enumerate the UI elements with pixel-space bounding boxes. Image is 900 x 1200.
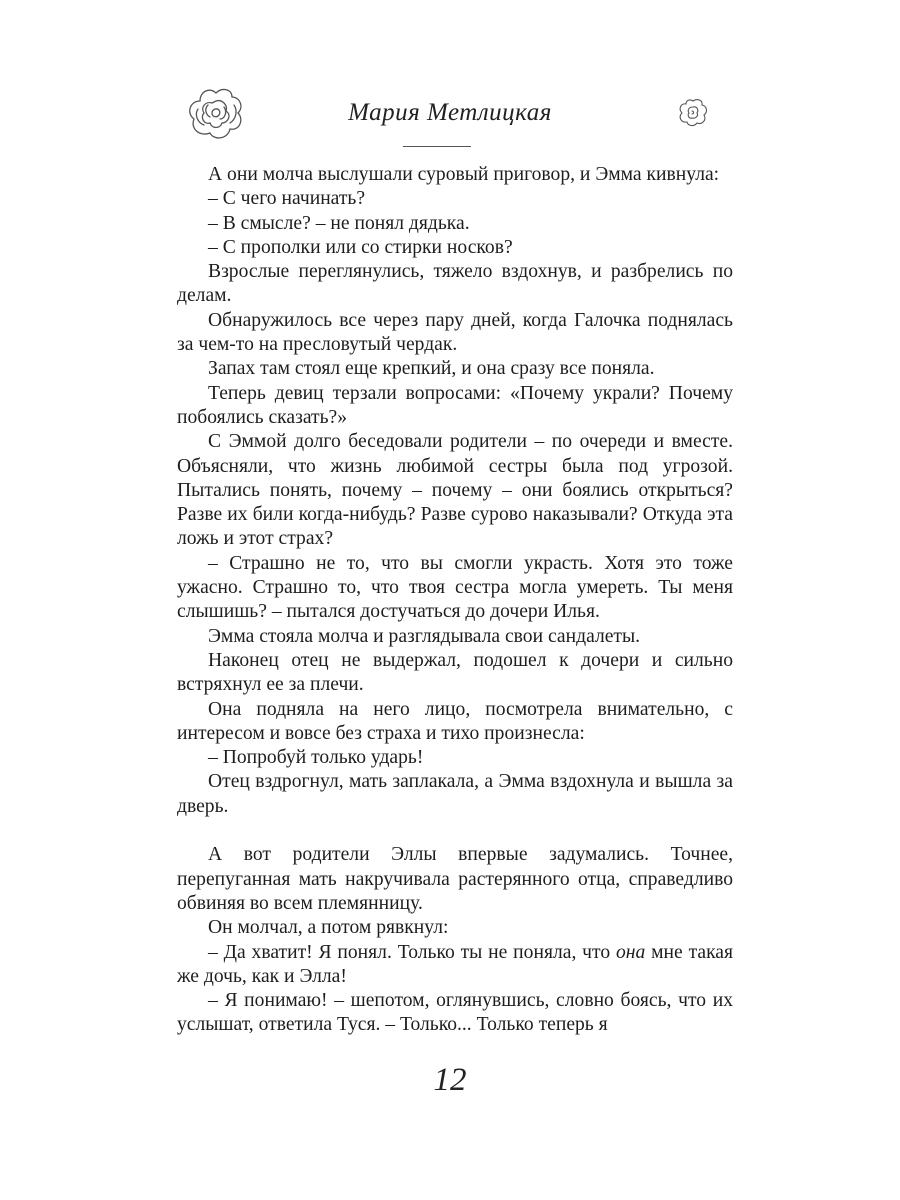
paragraph: А они молча выслушали суровый приговор, и Эмма кивнула: bbox=[208, 164, 720, 185]
dialogue-line: – В смысле? – не понял дядька. bbox=[208, 212, 470, 234]
dialogue-line bbox=[177, 941, 733, 990]
dialogue-line: – Попробуй только ударь! bbox=[208, 747, 424, 769]
dialogue-text: мне такая же дочь, как и Элла! bbox=[177, 941, 734, 987]
paragraph: Теперь девиц терзали вопросами: «Почему украли? Почему побоялись сказать?» bbox=[177, 382, 733, 428]
paragraph: Обнаружилось все через пару дней, когда Галочка поднялась за чем-то на пресловутый чердак. bbox=[177, 309, 733, 356]
emphasized-word: она bbox=[615, 941, 646, 963]
paragraph: Эмма стояла молча и разглядывала свои сандалеты. bbox=[208, 625, 641, 647]
paragraph: С Эммой долго беседовали родители – по очереди и вместе. Объясняли, что жизнь любимой сестры была под угрозой. Пытались понять, почему – почему – они боялись открыться? Разве их били когда-нибудь? Разве сурово наказывали? Откуда эта ложь и этот страх? bbox=[177, 431, 733, 550]
dialogue-line: – Я понимаю! – шепотом, оглянувшись, словно боясь, что их услышат, ответила Туся. – Только... Только теперь я bbox=[177, 990, 733, 1036]
paragraph: А вот родители Эллы впервые задумались. Точнее, перепуганная мать накручивала растерянного отца, справедливо обвиняя во всем племянницу. bbox=[177, 844, 733, 914]
small-rose-ornament-icon bbox=[676, 97, 710, 129]
paragraph: Он молчал, а потом рявкнул: bbox=[208, 917, 449, 939]
page-number: 12 bbox=[433, 1062, 467, 1098]
author-name: Мария Метлицкая bbox=[348, 99, 552, 126]
paragraph: Отец вздрогнул, мать заплакала, а Эмма вздохнула и вышла за дверь. bbox=[177, 771, 733, 817]
dialogue-line: – С прополки или со стирки носков? bbox=[208, 236, 513, 258]
running-header bbox=[0, 85, 900, 165]
paragraph: Взрослые переглянулись, тяжело вздохнув, и разбрелись по делам. bbox=[177, 261, 733, 307]
dialogue-text: – Да хватит! Я понял. Только ты не поняла, что bbox=[208, 941, 616, 963]
dialogue-line: – С чего начинать? bbox=[208, 188, 366, 210]
body-text bbox=[177, 163, 733, 1038]
paragraph: Она подняла на него лицо, посмотрела внимательно, с интересом и вовсе без страха и тихо произнесла: bbox=[177, 698, 733, 744]
paragraph: Запах там стоял еще крепкий, и она сразу все поняла. bbox=[208, 358, 655, 380]
dialogue-line: – Страшно не то, что вы смогли украсть. Хотя это тоже ужасно. Страшно то, что твоя сестра могла умереть. Ты меня слышишь? – пытался достучаться до дочери Илья. bbox=[177, 552, 733, 623]
header-rule bbox=[403, 146, 471, 147]
paragraph: Наконец отец не выдержал, подошел к дочери и сильно встряхнул ее за плечи. bbox=[177, 649, 733, 696]
